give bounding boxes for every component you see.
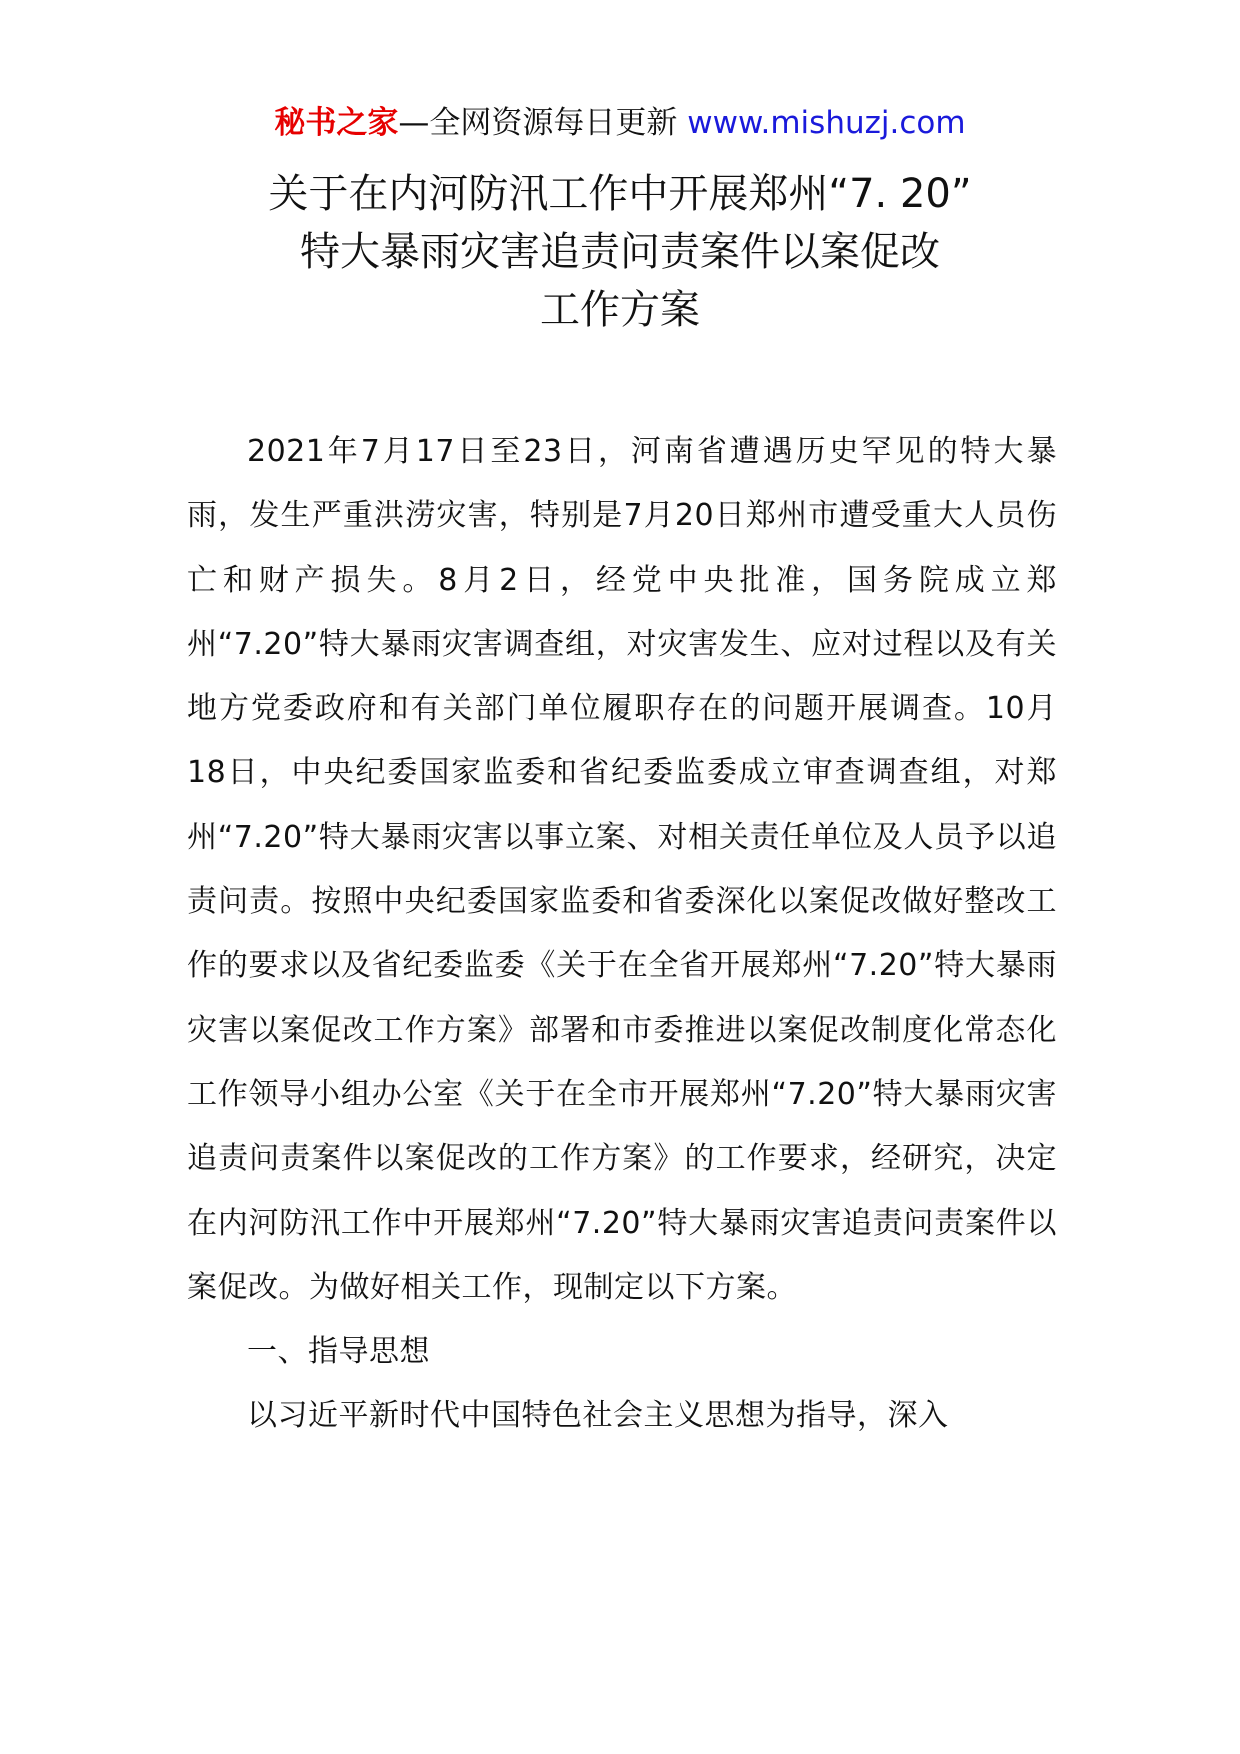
title-line-3: 工作方案 [540,287,700,333]
site-url-link[interactable]: www.mishuzj.com [687,105,966,141]
document-body [187,420,1057,1449]
guiding-ideology-paragraph: 以习近平新时代中国特色社会主义思想为指导，深入 [247,1398,949,1434]
site-header [0,100,1240,146]
header-tagline: —全网资源每日更新 [398,105,678,141]
intro-paragraph: 2021年7月17日至23日，河南省遭遇历史罕见的特大暴雨，发生严重洪涝灾害，特别是7月20日郑州市遭受重大人员伤亡和财产损失。8月2日，经党中央批准，国务院成立郑州“7.20”特大暴雨灾害调查组，对灾害发生、应对过程以及有关地方党委政府和有关部门单位履职存在的问题开展调查。10月18日，中央纪委国家监委和省纪委监委成立审查调查组，对郑州“7.20”特大暴雨灾害以事立案、对相关责任单位及人员予以追责问责。按照中央纪委国家监委和省委深化以案促改做好整改工作的要求以及省纪委监委《关于在全省开展郑州“7.20”特大暴雨灾害以案促改工作方案》部署和市委推进以案促改制度化常态化工作领导小组办公室《关于在全市开展郑州“7.20”特大暴雨灾害追责问责案件以案促改的工作方案》的工作要求，经研究，决定在内河防汛工作中开展郑州“7.20”特大暴雨灾害追责问责案件以案促改。为做好相关工作，现制定以下方案。 [187,434,1057,1305]
title-line-2: 特大暴雨灾害追责问责案件以案促改 [300,229,940,275]
title-line-1: 关于在内河防汛工作中开展郑州“7. 20” [268,171,972,217]
document-title [0,165,1240,339]
section-heading: 一、指导思想 [247,1334,430,1370]
brand-name: 秘书之家 [274,105,399,141]
